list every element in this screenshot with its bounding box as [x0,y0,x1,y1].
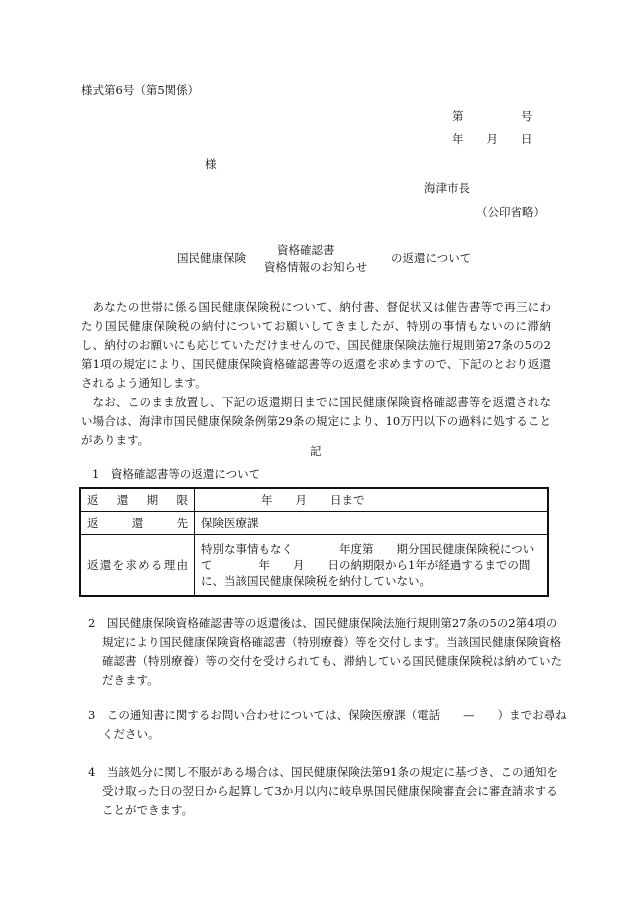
table-row [80,488,548,512]
row-value: 保険医療課 [195,512,549,535]
seal-omitted: （公印省略） [476,205,545,219]
return-details-table [79,487,549,597]
ki-label: 記 [310,444,322,458]
row-value: 年 月 日まで [195,488,549,512]
title-prefix: 国民健康保険 [177,251,246,265]
form-number: 様式第6号（第5関係） [81,83,200,97]
row-label: 返還を求める理由 [80,535,195,597]
section-4: 4 当該処分に関し不服がある場合は、国民健康保険法第91条の規定に基づき、この通知を受け取った日の翌日から起算して3か月以内に岐阜県国民健康保険審査会に審査請求することができます。 [88,765,558,817]
title-line2: 資格情報のお知らせ [264,260,368,274]
issue-date: 年 月 日 [452,132,533,146]
row-value: 特別な事情もなく 年度第 期分国民健康保険税について 年 月 日の納期限から1年が経過するまでの間に、当該国民健康保険税を納付していない。 [195,535,549,597]
section-3: 3 この通知書に関するお問い合わせについては、保険医療課（電話 — ）までお尋ねください。 [88,708,567,741]
issuer: 海津市長 [424,181,470,195]
row-label: 返還期限 [80,488,195,512]
addressee: 様 [205,157,217,171]
section-2: 2 国民健康保険資格確認書等の返還後は、国民健康保険法施行規則第27条の5の2第4項の規定により国民健康保険資格確認書（特別療養）等を交付します。当該国民健康保険資格確認書（特別療養）等の交付を受けられても、滞納している国民健康保険税は納めていただきます。 [88,616,562,687]
body-paragraph-1: あなたの世帯に係る国民健康保険税について、納付書、督促状又は催告書等で再三にわたり国民健康保険税の納付についてお願いしてきましたが、特別の事情もないのに滞納し、納付のお願いにも応じていただけませんので、国民健康保険法施行規則第27条の5の2第1項の規定により、国民健康保険資格確認書等の返還を求めますので、下記のとおり返還されるよう通知します。 [81,300,551,390]
document-number: 第 号 [452,109,533,123]
section1-heading: 1 資格確認書等の返還について [92,467,261,481]
title-suffix: の返還について [391,251,472,265]
title-line1: 資格確認書 [277,243,335,257]
body-paragraph-2: なお、このまま放置し、下記の返還期日までに国民健康保険資格確認書等を返還されない場合は、海津市国民健康保険条例第29条の規定により、10万円以下の過料に処することがあります。 [81,395,551,447]
table-row [80,512,548,535]
row-label: 返還先 [80,512,195,535]
table-row [80,535,548,597]
